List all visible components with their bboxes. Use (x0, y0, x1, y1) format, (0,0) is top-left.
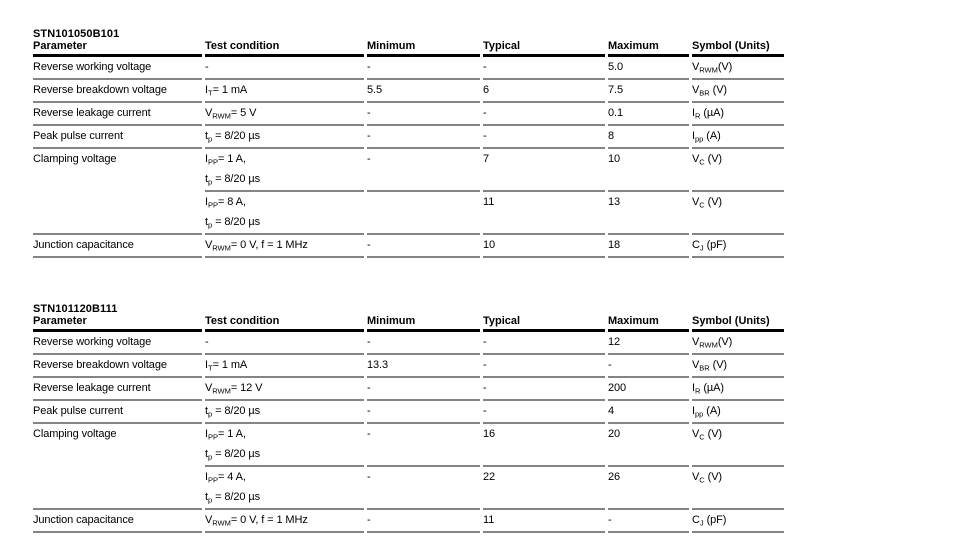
cell-typical: - (483, 401, 605, 424)
cell-maximum: 12 (608, 332, 689, 355)
table-row (33, 355, 784, 378)
cell-typical: 11 (483, 510, 605, 533)
header-row (33, 40, 784, 57)
cell-maximum: 7.5 (608, 80, 689, 103)
test-condition-line: $I_T= 1$ mA (205, 359, 248, 373)
cell-parameter: Reverse leakage current (33, 103, 202, 126)
cell-minimum: - (367, 149, 480, 192)
cell-test-condition (205, 57, 364, 80)
cell-test-condition (205, 355, 364, 378)
cell-symbol: $V_{BR}$ (V) (692, 355, 784, 378)
cell-maximum: - (608, 355, 689, 378)
cell-maximum: 0.1 (608, 103, 689, 126)
table-row (33, 80, 784, 103)
cell-minimum: 5.5 (367, 80, 480, 103)
table-row (33, 235, 784, 258)
cell-parameter: Junction capacitance (33, 510, 202, 533)
table-header (33, 40, 784, 57)
cell-typical: - (483, 378, 605, 401)
test-condition-line: - (205, 61, 209, 73)
cell-minimum: 13.3 (367, 355, 480, 378)
table-row (33, 401, 784, 424)
cell-maximum: 20 (608, 424, 689, 467)
cell-minimum: - (367, 424, 480, 467)
cell-symbol: $V_{RWM}(V)$ (692, 332, 784, 355)
test-condition-line: $t_p = 8/20$ µs (205, 405, 260, 419)
table-row (33, 424, 784, 467)
table-row (33, 126, 784, 149)
cell-minimum: - (367, 235, 480, 258)
cell-symbol: $I_{pp}$ (A) (692, 126, 784, 149)
test-condition-line: $I_{PP}= 4$ A, (205, 471, 246, 485)
cell-symbol: $V_C$ (V) (692, 192, 784, 235)
cell-typical: 11 (483, 192, 605, 235)
cell-test-condition (205, 332, 364, 355)
column-header-typical: Typical (483, 315, 605, 332)
column-header-test-condition: Test condition (205, 40, 364, 57)
test-condition-line: $t_p = 8/20$ µs (205, 491, 260, 505)
test-condition-line: $I_{PP}= 8$ A, (205, 196, 246, 210)
table-row (33, 149, 784, 192)
test-condition-line: $t_p = 8/20$ µs (205, 216, 260, 230)
cell-symbol: $I_{pp}$ (A) (692, 401, 784, 424)
cell-test-condition (205, 424, 364, 467)
test-condition-line: $V_{RWM}= 0$ V, f = 1 MHz (205, 239, 308, 253)
cell-symbol: $V_C$ (V) (692, 467, 784, 510)
table-row (33, 332, 784, 355)
cell-test-condition (205, 192, 364, 235)
cell-maximum: 8 (608, 126, 689, 149)
electrical-characteristics-table (30, 40, 787, 258)
test-condition-line: $V_{RWM}= 12$ V (205, 382, 263, 396)
cell-test-condition (205, 378, 364, 401)
cell-typical: - (483, 355, 605, 378)
cell-test-condition (205, 126, 364, 149)
column-header-maximum: Maximum (608, 315, 689, 332)
table-row (33, 510, 784, 533)
cell-symbol: $C_J$ (pF) (692, 235, 784, 258)
header-row (33, 315, 784, 332)
cell-parameter: Junction capacitance (33, 235, 202, 258)
test-condition-line: $t_p = 8/20$ µs (205, 130, 260, 144)
table-body (33, 57, 784, 258)
cell-typical: 6 (483, 80, 605, 103)
cell-minimum: - (367, 332, 480, 355)
cell-maximum: 200 (608, 378, 689, 401)
cell-typical: - (483, 126, 605, 149)
table-row (33, 378, 784, 401)
column-header-typical: Typical (483, 40, 605, 57)
cell-maximum: 10 (608, 149, 689, 192)
table-row (33, 103, 784, 126)
cell-minimum: - (367, 57, 480, 80)
cell-parameter: Reverse leakage current (33, 378, 202, 401)
column-header-minimum: Minimum (367, 315, 480, 332)
cell-maximum: 5.0 (608, 57, 689, 80)
cell-maximum: 4 (608, 401, 689, 424)
test-condition-line: $t_p = 8/20$ µs (205, 173, 260, 187)
column-header-symbol-units: Symbol (Units) (692, 40, 784, 57)
cell-symbol: $V_{RWM}(V)$ (692, 57, 784, 80)
cell-symbol: $V_{BR}$ (V) (692, 80, 784, 103)
cell-parameter: Reverse working voltage (33, 332, 202, 355)
cell-minimum: - (367, 126, 480, 149)
cell-typical: 10 (483, 235, 605, 258)
cell-parameter: Clamping voltage (33, 149, 202, 235)
cell-symbol: $V_C$ (V) (692, 424, 784, 467)
cell-typical: - (483, 103, 605, 126)
cell-typical: 22 (483, 467, 605, 510)
cell-symbol: $I_R$ (µA) (692, 378, 784, 401)
column-header-symbol-units: Symbol (Units) (692, 315, 784, 332)
cell-maximum: - (608, 510, 689, 533)
cell-parameter: Clamping voltage (33, 424, 202, 510)
cell-parameter: Peak pulse current (33, 401, 202, 424)
cell-minimum: - (367, 401, 480, 424)
cell-minimum: - (367, 510, 480, 533)
cell-test-condition (205, 510, 364, 533)
column-header-parameter: Parameter (33, 315, 202, 332)
part-number-title: STN101050B101 (33, 28, 120, 40)
cell-test-condition (205, 467, 364, 510)
spec-table-section-2 (33, 303, 793, 533)
cell-test-condition (205, 103, 364, 126)
test-condition-line: $t_p = 8/20$ µs (205, 448, 260, 462)
test-condition-line: $V_{RWM}= 0$ V, f = 1 MHz (205, 514, 308, 528)
test-condition-line: - (205, 336, 209, 348)
cell-typical: - (483, 57, 605, 80)
cell-minimum: - (367, 378, 480, 401)
test-condition-line: $I_{PP}= 1$ A, (205, 153, 246, 167)
cell-typical: 7 (483, 149, 605, 192)
column-header-minimum: Minimum (367, 40, 480, 57)
cell-minimum: - (367, 467, 480, 510)
cell-minimum: - (367, 103, 480, 126)
test-condition-line: $I_{PP}= 1$ A, (205, 428, 246, 442)
cell-symbol: $I_R$ (µA) (692, 103, 784, 126)
cell-maximum: 26 (608, 467, 689, 510)
cell-minimum (367, 192, 480, 235)
cell-test-condition (205, 401, 364, 424)
cell-symbol: $C_J$ (pF) (692, 510, 784, 533)
table-row (33, 57, 784, 80)
part-number-title: STN101120B111 (33, 303, 118, 315)
cell-symbol: $V_C$ (V) (692, 149, 784, 192)
table-header (33, 315, 784, 332)
column-header-maximum: Maximum (608, 40, 689, 57)
electrical-characteristics-table (30, 315, 787, 533)
cell-parameter: Peak pulse current (33, 126, 202, 149)
cell-parameter: Reverse working voltage (33, 57, 202, 80)
cell-test-condition (205, 235, 364, 258)
cell-parameter: Reverse breakdown voltage (33, 355, 202, 378)
test-condition-line: $V_{RWM}= 5$ V (205, 107, 257, 121)
cell-test-condition (205, 80, 364, 103)
cell-parameter: Reverse breakdown voltage (33, 80, 202, 103)
test-condition-line: $I_T= 1$ mA (205, 84, 248, 98)
cell-typical: 16 (483, 424, 605, 467)
column-header-test-condition: Test condition (205, 315, 364, 332)
column-header-parameter: Parameter (33, 40, 202, 57)
table-body (33, 332, 784, 533)
spec-table-section-1 (33, 28, 793, 258)
cell-maximum: 13 (608, 192, 689, 235)
cell-maximum: 18 (608, 235, 689, 258)
cell-test-condition (205, 149, 364, 192)
cell-typical: - (483, 332, 605, 355)
